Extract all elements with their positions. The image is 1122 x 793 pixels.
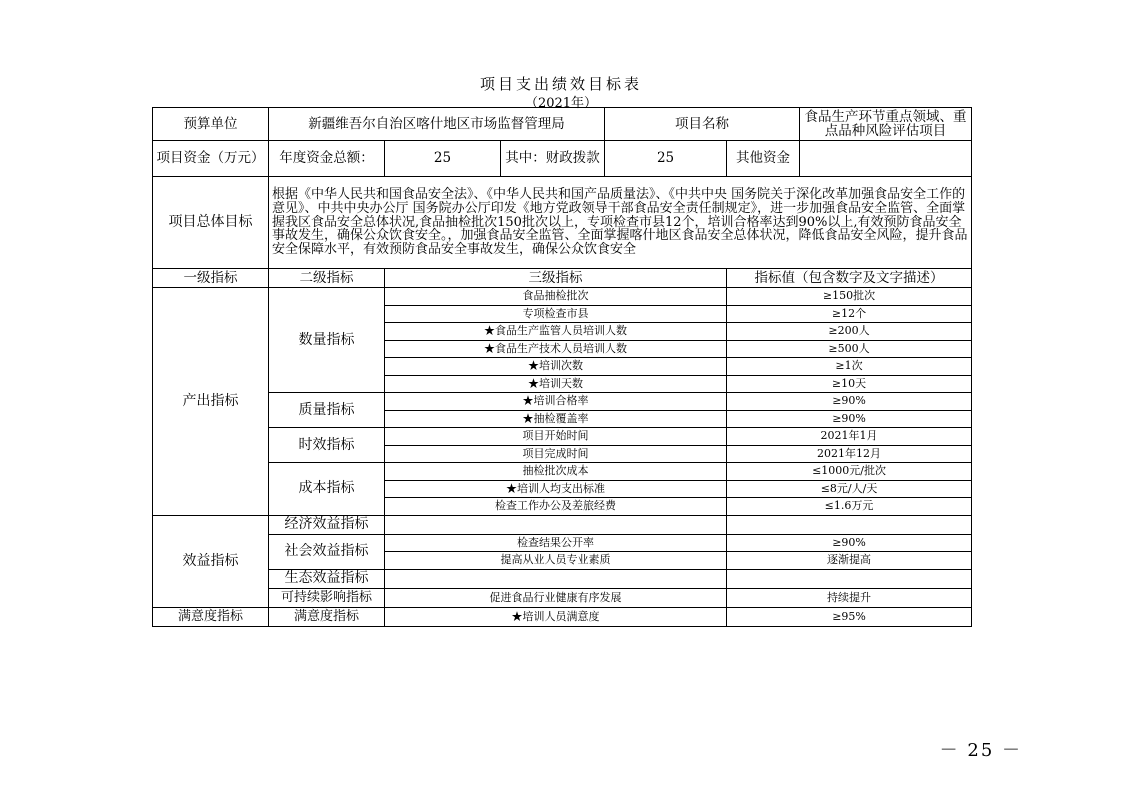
social-label: 社会效益指标	[269, 534, 385, 569]
col-value: 指标值（包含数字及文字描述）	[727, 269, 972, 288]
annual-total-label: 年度资金总额：	[269, 141, 385, 177]
indicator-name: 专项检查市县	[385, 305, 727, 323]
page-number: － 25 －	[939, 740, 1022, 761]
indicator-name: 促进食品行业健康有序发展	[385, 588, 727, 607]
indicator-value: ≥90%	[727, 534, 972, 552]
indicator-value: ≥200人	[727, 323, 972, 341]
table-year: （2021年）	[524, 96, 598, 111]
output-label: 产出指标	[153, 288, 269, 516]
indicator-name: ★培训次数	[385, 358, 727, 376]
indicator-name: 项目开始时间	[385, 428, 727, 446]
performance-table	[152, 107, 972, 627]
indicator-value: ≥150批次	[727, 288, 972, 306]
indicator-value: ≥95%	[727, 607, 972, 626]
indicator-value: 逐渐提高	[727, 552, 972, 570]
fiscal-value: 25	[605, 141, 727, 177]
indicator-name: 检查工作办公及差旅经费	[385, 498, 727, 516]
col-level3: 三级指标	[385, 269, 727, 288]
sustain-label: 可持续影响指标	[269, 588, 385, 607]
indicator-name: ★食品生产技术人员培训人数	[385, 340, 727, 358]
indicator-name: ★培训人均支出标准	[385, 480, 727, 498]
project-name-value: 食品生产环节重点领域、重点品种风险评估项目	[800, 108, 972, 141]
col-level2: 二级指标	[269, 269, 385, 288]
time-label: 时效指标	[269, 428, 385, 463]
indicator-value: ≥1次	[727, 358, 972, 376]
quantity-label: 数量指标	[269, 288, 385, 393]
indicator-value	[727, 515, 972, 534]
indicator-value: ≥10天	[727, 375, 972, 393]
economic-label: 经济效益指标	[269, 515, 385, 534]
indicator-name: ★食品生产监管人员培训人数	[385, 323, 727, 341]
other-funds-label: 其他资金	[727, 141, 800, 177]
indicator-value: ≥12个	[727, 305, 972, 323]
indicator-name: 检查结果公开率	[385, 534, 727, 552]
other-funds-value	[800, 141, 972, 177]
col-level1: 一级指标	[153, 269, 269, 288]
budget-unit-label: 预算单位	[153, 108, 269, 141]
indicator-value: ≥500人	[727, 340, 972, 358]
indicator-value: 2021年12月	[727, 445, 972, 463]
budget-unit-value: 新疆维吾尔自治区喀什地区市场监督管理局	[269, 108, 605, 141]
goal-label: 项目总体目标	[153, 177, 269, 269]
indicator-value: 持续提升	[727, 588, 972, 607]
indicator-name: 抽检批次成本	[385, 463, 727, 481]
indicator-name: ★培训合格率	[385, 393, 727, 411]
indicator-value: ≥90%	[727, 410, 972, 428]
indicator-name: ★培训人员满意度	[385, 607, 727, 626]
funds-label: 项目资金（万元）	[153, 141, 269, 177]
indicator-name: ★培训天数	[385, 375, 727, 393]
goal-text: 根据《中华人民共和国食品安全法》、《中华人民共和国产品质量法》、《中共中央 国务院关于深化改革加强食品安全工作的意见》、中共中央办公厅 国务院办公厅印发《地方党政领导干部食品安全责任制规定》，进一步加强食品安全监管、全面掌握我区食品安全总体状况,食品抽检批次150批次以上，专项检查市县12个，培训合格率达到90%以上,有效预防食品安全事故发生，确保公众饮食安全。，加强食品安全监管、全面掌握喀什地区食品安全总体状况，降低食品安全风险，提升食品安全保障水平，有效预防食品安全事故发生，确保公众饮食安全	[269, 177, 972, 269]
annual-total-value: 25	[385, 141, 501, 177]
benefit-label: 效益指标	[153, 515, 269, 607]
indicator-value: ≤1.6万元	[727, 498, 972, 516]
project-name-label: 项目名称	[605, 108, 800, 141]
indicator-name	[385, 515, 727, 534]
indicator-name	[385, 569, 727, 588]
satisfaction-label: 满意度指标	[153, 607, 269, 626]
cost-label: 成本指标	[269, 463, 385, 516]
indicator-value	[727, 569, 972, 588]
indicator-name: ★抽检覆盖率	[385, 410, 727, 428]
indicator-name: 食品抽检批次	[385, 288, 727, 306]
table-title: 项目支出绩效目标表	[479, 75, 642, 93]
fiscal-label: 其中：财政拨款	[501, 141, 605, 177]
eco-label: 生态效益指标	[269, 569, 385, 588]
indicator-value: 2021年1月	[727, 428, 972, 446]
quality-label: 质量指标	[269, 393, 385, 428]
indicator-name: 提高从业人员专业素质	[385, 552, 727, 570]
indicator-value: ≤1000元/批次	[727, 463, 972, 481]
satisfaction-sub-label: 满意度指标	[269, 607, 385, 626]
indicator-name: 项目完成时间	[385, 445, 727, 463]
indicator-value: ≥90%	[727, 393, 972, 411]
indicator-value: ≤8元/人/天	[727, 480, 972, 498]
